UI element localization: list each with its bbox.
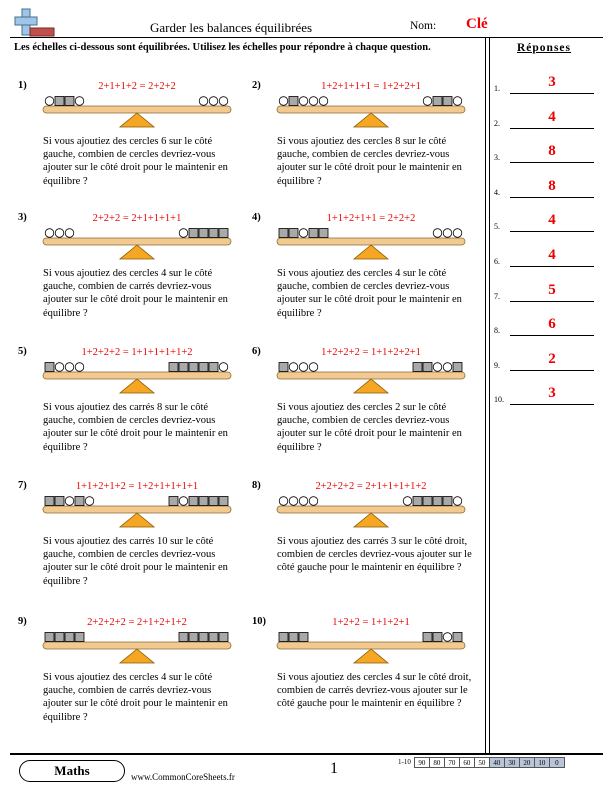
left-square-weight <box>65 633 74 642</box>
problem-9 <box>18 616 250 756</box>
left-square-weight <box>55 633 64 642</box>
right-circle-weight <box>219 97 228 106</box>
left-square-weight <box>45 363 54 372</box>
score-cell: 40 <box>489 757 505 768</box>
left-circle-weight <box>65 363 74 372</box>
balance-beam <box>277 238 465 245</box>
left-square-weight <box>289 97 298 106</box>
problem-equation: 1+1+2+1+1 = 2+2+2 <box>326 213 416 224</box>
left-circle-weight <box>309 497 318 506</box>
left-circle-weight <box>45 229 54 238</box>
right-square-weight <box>179 633 188 642</box>
score-cell: 0 <box>549 757 565 768</box>
answer-number: 1. <box>494 84 500 93</box>
problem-2 <box>252 80 484 220</box>
fulcrum <box>120 513 154 527</box>
problem-3 <box>18 212 250 352</box>
left-circle-weight <box>309 363 318 372</box>
right-circle-weight <box>443 229 452 238</box>
problem-number: 7) <box>18 480 27 491</box>
answer-line <box>510 231 594 232</box>
fulcrum <box>354 513 388 527</box>
problem-7 <box>18 480 250 620</box>
left-circle-weight <box>279 497 288 506</box>
answer-number: 2. <box>494 118 500 128</box>
right-square-weight <box>219 497 228 506</box>
problem-5 <box>18 346 250 486</box>
left-square-weight <box>279 363 288 372</box>
left-square-weight <box>55 497 64 506</box>
answer-line <box>510 335 594 336</box>
answer-number: 5. <box>494 222 500 232</box>
balance-beam <box>43 106 231 113</box>
score-cell: 50 <box>474 757 490 768</box>
fulcrum <box>120 649 154 663</box>
answer-number: 7. <box>494 291 500 301</box>
problem-number: 5) <box>18 346 27 357</box>
balance-beam <box>43 372 231 379</box>
answer-number: 10. <box>494 395 504 405</box>
right-square-weight <box>443 97 452 106</box>
score-cell: 30 <box>504 757 520 768</box>
problem-question: Si vous ajoutiez des cercles 4 sur le côté gauche, combien de cercles devriez-vous ajouter sur le côté droit pour le maintenir en équilibre ? <box>277 268 462 319</box>
answer-row <box>494 281 594 304</box>
right-circle-weight <box>199 97 208 106</box>
answer-value: 5 <box>548 281 556 298</box>
problem-number: 8) <box>252 480 261 491</box>
balance-beam <box>43 238 231 245</box>
score-cell: 90 <box>414 757 430 768</box>
right-square-weight <box>189 229 198 238</box>
right-square-weight <box>453 363 462 372</box>
left-circle-weight <box>55 363 64 372</box>
answer-value: 4 <box>548 247 556 263</box>
score-scale <box>398 757 565 768</box>
right-circle-weight <box>453 229 462 238</box>
fulcrum <box>354 649 388 663</box>
left-square-weight <box>45 633 54 642</box>
balance-scale <box>252 360 484 394</box>
problem-number: 9) <box>18 616 27 627</box>
name-label: Nom: <box>410 20 437 32</box>
right-square-weight <box>209 497 218 506</box>
score-scale-label: 1-10 <box>398 758 411 766</box>
problem-question: Si vous ajoutiez des cercles 4 sur le côté gauche, combien de carrés devriez-vous ajouter sur le côté droit pour le maintenir en équilibre ? <box>43 268 228 319</box>
answer-value: 4 <box>548 108 556 125</box>
subject-badge: Maths <box>19 760 125 782</box>
left-circle-weight <box>85 497 94 506</box>
left-circle-weight <box>299 229 308 238</box>
left-circle-weight <box>299 497 308 506</box>
left-circle-weight <box>299 363 308 372</box>
problem-question: Si vous ajoutiez des cercles 4 sur le côté gauche, combien de carrés devriez-vous ajouter sur le côté droit pour le maintenir en équilibre ? <box>43 672 228 723</box>
answer-number: 8. <box>494 326 500 336</box>
problem-equation: 2+2+2+2 = 2+1+2+1+2 <box>87 617 187 628</box>
left-circle-weight <box>319 97 328 106</box>
balance-beam <box>277 642 465 649</box>
score-cell: 60 <box>459 757 475 768</box>
left-square-weight <box>279 229 288 238</box>
answer-row <box>494 108 594 131</box>
fulcrum <box>354 113 388 127</box>
right-square-weight <box>443 497 452 506</box>
problem-question: Si vous ajoutiez des cercles 6 sur le côté gauche, combien de cercles devriez-vous ajouter sur le côté droit pour le maintenir en équilibre ? <box>43 136 228 187</box>
problem-question: Si vous ajoutiez des cercles 4 sur le côté droit, combien de carrés devriez-vous ajouter sur le côté gauche pour le maintenir en équilibre ? <box>277 672 472 710</box>
right-square-weight <box>219 633 228 642</box>
answer-row <box>494 249 594 269</box>
right-circle-weight <box>443 633 452 642</box>
right-square-weight <box>199 363 208 372</box>
problem-number: 6) <box>252 346 261 357</box>
problem-10 <box>252 616 484 756</box>
left-square-weight <box>289 633 298 642</box>
problem-equation: 1+2+2+2 = 1+1+1+1+1+2 <box>81 347 193 358</box>
score-cell: 20 <box>519 757 535 768</box>
balance-beam <box>277 506 465 513</box>
balance-scale <box>252 494 484 528</box>
problem-number: 10) <box>252 616 266 627</box>
balance-scale <box>252 94 484 128</box>
fulcrum <box>120 245 154 259</box>
answer-row <box>494 318 594 338</box>
answer-row <box>494 76 594 96</box>
left-square-weight <box>309 229 318 238</box>
answer-value: 3 <box>548 74 556 90</box>
problem-equation: 1+2+1+1+1 = 1+2+2+1 <box>321 81 421 92</box>
answer-line <box>510 93 594 94</box>
answer-line <box>510 301 594 302</box>
balance-beam <box>277 372 465 379</box>
right-square-weight <box>199 229 208 238</box>
right-circle-weight <box>209 97 218 106</box>
problem-equation: 1+1+2+1+2 = 1+2+1+1+1+1 <box>75 481 199 492</box>
fulcrum <box>120 113 154 127</box>
right-square-weight <box>179 363 188 372</box>
answer-value: 2 <box>548 350 556 367</box>
left-circle-weight <box>75 97 84 106</box>
right-square-weight <box>209 229 218 238</box>
answer-row <box>494 214 594 234</box>
left-square-weight <box>299 633 308 642</box>
problem-equation: 2+1+1+2 = 2+2+2 <box>98 81 176 92</box>
answer-line <box>510 128 594 129</box>
right-square-weight <box>433 633 442 642</box>
left-square-weight <box>65 97 74 106</box>
page-number: 1 <box>330 760 338 777</box>
left-square-weight <box>319 229 328 238</box>
score-cell: 70 <box>444 757 460 768</box>
balance-scale <box>252 226 484 260</box>
right-circle-weight <box>179 229 188 238</box>
left-circle-weight <box>299 97 308 106</box>
left-circle-weight <box>309 97 318 106</box>
answer-value: 8 <box>548 177 556 194</box>
balance-scale <box>18 360 250 394</box>
problem-number: 3) <box>18 212 27 223</box>
answer-column-border-inner <box>489 38 490 754</box>
right-square-weight <box>209 363 218 372</box>
right-square-weight <box>423 633 432 642</box>
balance-beam <box>43 642 231 649</box>
fulcrum <box>354 245 388 259</box>
problem-8 <box>252 480 484 620</box>
left-square-weight <box>279 633 288 642</box>
right-square-weight <box>189 497 198 506</box>
balance-scale <box>252 630 484 664</box>
balance-scale <box>18 226 250 260</box>
problem-number: 4) <box>252 212 261 223</box>
answer-number: 3. <box>494 153 500 163</box>
logo <box>14 6 56 38</box>
right-circle-weight <box>453 497 462 506</box>
header-divider <box>10 37 603 38</box>
fulcrum <box>120 379 154 393</box>
balance-scale <box>18 94 250 128</box>
site-url: www.CommonCoreSheets.fr <box>131 772 235 782</box>
left-square-weight <box>289 229 298 238</box>
balance-scale <box>18 630 250 664</box>
problem-6 <box>252 346 484 486</box>
answer-value: 6 <box>548 316 556 333</box>
left-circle-weight <box>65 497 74 506</box>
right-circle-weight <box>433 229 442 238</box>
answer-row <box>494 387 594 407</box>
balance-beam <box>277 106 465 113</box>
right-square-weight <box>199 633 208 642</box>
answer-key-label: Clé <box>466 16 488 32</box>
answer-line <box>510 162 594 163</box>
right-circle-weight <box>423 97 432 106</box>
problem-number: 2) <box>252 80 261 91</box>
answer-line <box>510 197 594 198</box>
answer-value: 3 <box>548 385 556 402</box>
answer-column-border <box>485 38 486 754</box>
left-circle-weight <box>75 363 84 372</box>
problem-question: Si vous ajoutiez des cercles 2 sur le côté gauche, combien de cercles devriez-vous ajouter sur le côté droit pour le maintenir en équilibre ? <box>277 402 462 453</box>
answer-number: 6. <box>494 257 500 266</box>
worksheet-title: Garder les balances équilibrées <box>150 20 313 35</box>
answers-title: Réponses <box>517 42 572 54</box>
right-square-weight <box>199 497 208 506</box>
right-square-weight <box>413 363 422 372</box>
left-square-weight <box>55 97 64 106</box>
right-square-weight <box>433 97 442 106</box>
right-square-weight <box>209 633 218 642</box>
answer-value: 4 <box>548 212 556 229</box>
left-circle-weight <box>279 97 288 106</box>
problem-equation: 2+2+2+2 = 2+1+1+1+1+2 <box>315 481 427 492</box>
right-circle-weight <box>219 363 228 372</box>
problem-equation: 2+2+2 = 2+1+1+1+1 <box>92 213 182 224</box>
answer-row <box>494 350 594 373</box>
problem-equation: 1+2+2+2 = 1+1+2+2+1 <box>321 347 421 358</box>
problem-question: Si vous ajoutiez des carrés 10 sur le côté gauche, combien de cercles devriez-vous ajouter sur le côté droit pour le maintenir en équilibre ? <box>43 536 228 587</box>
left-circle-weight <box>289 497 298 506</box>
right-circle-weight <box>453 97 462 106</box>
right-square-weight <box>433 497 442 506</box>
answer-number: 4. <box>494 187 500 197</box>
right-square-weight <box>219 229 228 238</box>
problem-number: 1) <box>18 80 27 91</box>
problem-question: Si vous ajoutiez des carrés 3 sur le côté droit, combien de cercles devriez-vous ajouter sur le côté gauche pour le maintenir en équilibre ? <box>277 536 472 574</box>
balance-scale <box>18 494 250 528</box>
right-square-weight <box>169 497 178 506</box>
score-cell: 80 <box>429 757 445 768</box>
left-circle-weight <box>65 229 74 238</box>
right-circle-weight <box>179 497 188 506</box>
right-square-weight <box>423 363 432 372</box>
right-circle-weight <box>403 497 412 506</box>
problem-question: Si vous ajoutiez des cercles 8 sur le côté gauche, combien de cercles devriez-vous ajouter sur le côté droit pour le maintenir en équilibre ? <box>277 136 462 187</box>
score-cell: 10 <box>534 757 550 768</box>
right-square-weight <box>413 497 422 506</box>
right-square-weight <box>423 497 432 506</box>
problem-4 <box>252 212 484 352</box>
left-square-weight <box>45 497 54 506</box>
problem-1 <box>18 80 250 220</box>
left-circle-weight <box>45 97 54 106</box>
right-square-weight <box>453 633 462 642</box>
balance-beam <box>43 506 231 513</box>
right-square-weight <box>189 633 198 642</box>
left-circle-weight <box>289 363 298 372</box>
left-circle-weight <box>55 229 64 238</box>
answer-number: 9. <box>494 360 500 370</box>
problem-equation: 1+2+2 = 1+1+2+1 <box>332 617 410 628</box>
answer-row <box>494 145 594 165</box>
fulcrum <box>354 379 388 393</box>
right-circle-weight <box>443 363 452 372</box>
answer-value: 8 <box>548 143 556 160</box>
right-circle-weight <box>433 363 442 372</box>
answer-line <box>510 404 594 405</box>
problem-question: Si vous ajoutiez des carrés 8 sur le côté gauche, combien de cercles devriez-vous ajouter sur le côté droit pour le maintenir en équilibre ? <box>43 402 228 453</box>
answer-row <box>494 177 594 200</box>
right-square-weight <box>189 363 198 372</box>
answer-line <box>510 370 594 371</box>
answer-line <box>510 266 594 267</box>
left-square-weight <box>75 497 84 506</box>
instructions: Les échelles ci-dessous sont équilibrées. Utilisez les échelles pour répondre à chaque question. <box>14 42 431 53</box>
right-square-weight <box>169 363 178 372</box>
left-square-weight <box>75 633 84 642</box>
